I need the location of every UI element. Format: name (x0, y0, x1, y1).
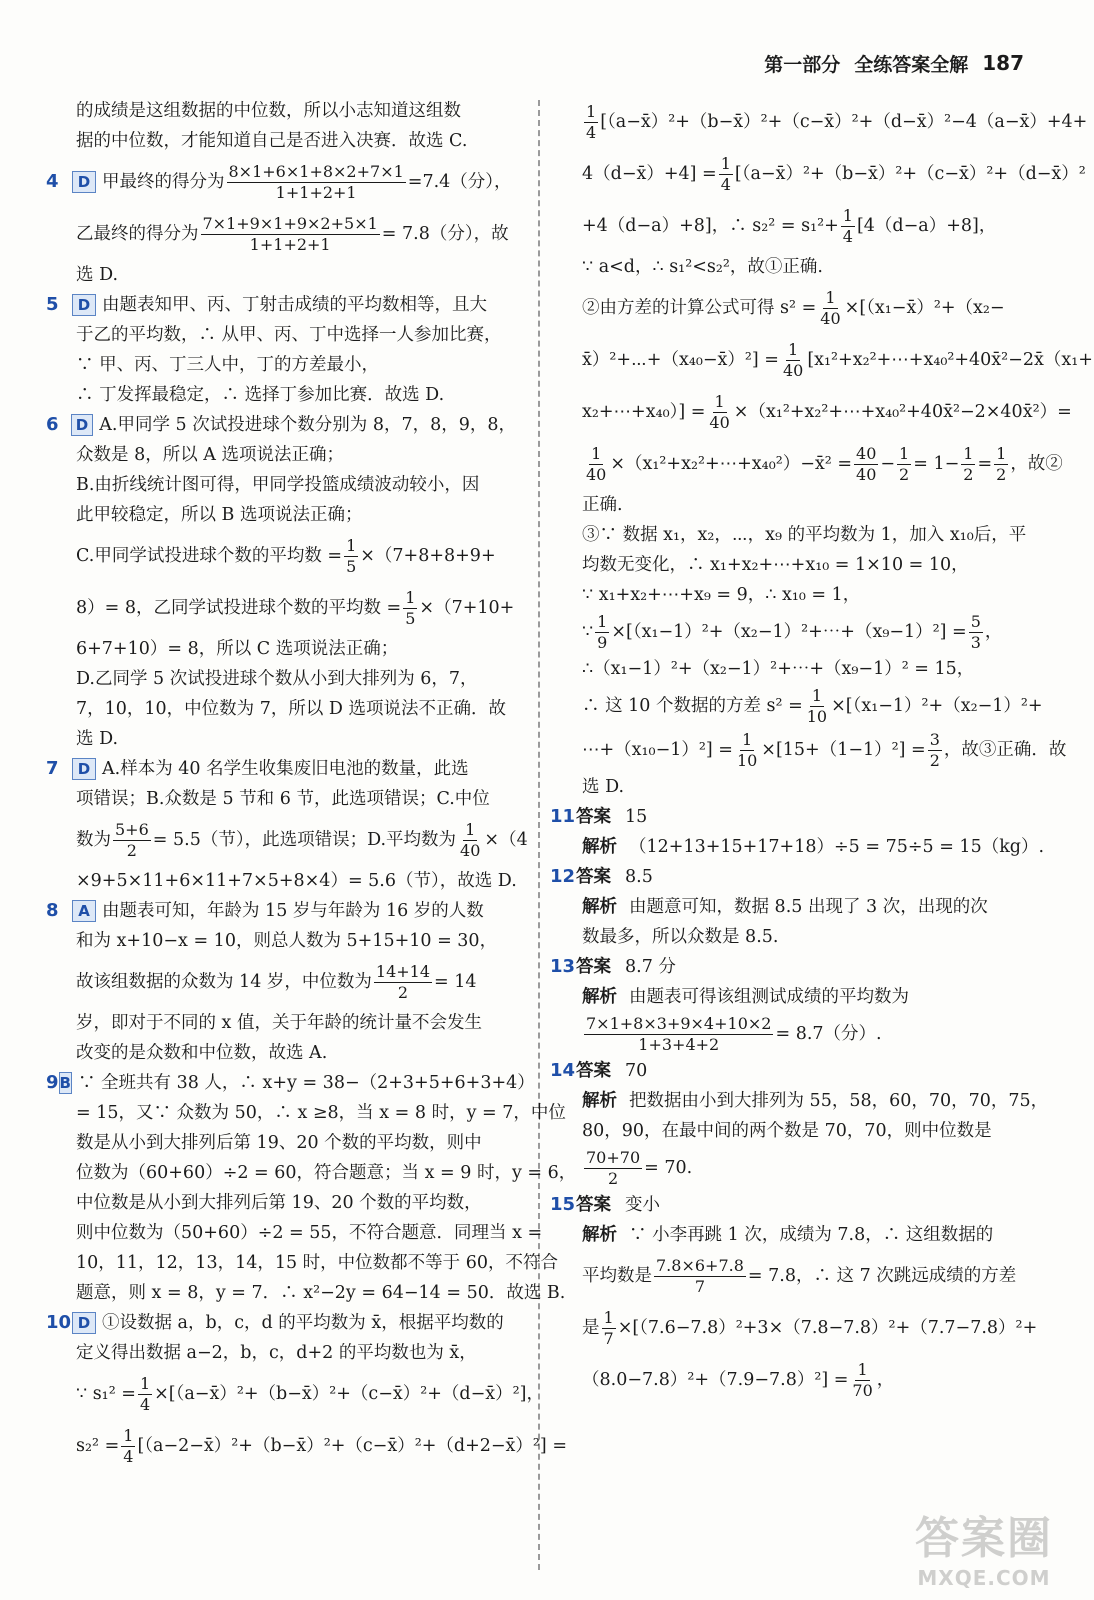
denominator: 2 (929, 750, 940, 770)
numerator: 1 (139, 1373, 151, 1393)
question-9-line (46, 1068, 535, 1098)
text: （12+13+15+17+18）÷5 = 75÷5 = 15（kg）. (629, 837, 1045, 857)
fraction (344, 536, 358, 577)
denominator: 40 (709, 412, 730, 432)
text-line (550, 1250, 1030, 1302)
text: ∵ 全班共有 38 人，∴ x+y = 38−（2+3+5+6+3+4） (77, 1073, 535, 1093)
text: [（a−x̄）²+（b−x̄）²+（c−x̄）²+（d−x̄）² (734, 164, 1086, 184)
question-number: 8 (46, 900, 59, 921)
question-8-line (46, 896, 516, 926)
text: ， (984, 622, 1003, 642)
question-6-line (46, 410, 516, 440)
numerator: 7×1+8×3+9×4+10×2 (586, 1013, 772, 1033)
explanation-label: 解析 (582, 1091, 617, 1111)
question-number: 7 (46, 758, 59, 779)
answer-label: 答案 (576, 867, 611, 887)
text: ， (876, 1370, 895, 1390)
fraction (201, 214, 380, 255)
text-line: 7，10，10，中位数为 7，所以 D 选项说法不正确．故 (76, 699, 507, 719)
denominator: 10 (806, 706, 828, 726)
text-line (46, 1368, 545, 1420)
watermark-text: 答案圈 (915, 1513, 1053, 1564)
fraction (584, 1148, 642, 1189)
answer-badge: D (71, 414, 94, 436)
text-line: 此甲较稳定，所以 B 选项说法正确； (76, 505, 363, 525)
fraction (584, 444, 608, 485)
text-line: 和为 x+10−x = 10，则总人数为 5+15+10 = 30， (76, 931, 498, 951)
fraction (707, 392, 731, 433)
text: − (880, 454, 896, 474)
numerator: 3 (929, 729, 940, 749)
fraction (969, 612, 983, 653)
question-number: 5 (46, 294, 59, 315)
text-line (550, 334, 1093, 386)
answer-label: 答案 (576, 957, 611, 977)
question-4-line (46, 156, 516, 208)
text: 故该组数据的众数为 14 岁，中位数为 (76, 972, 372, 992)
question-11-line (550, 802, 1030, 832)
answer-label: 答案 (576, 1195, 611, 1215)
text: 是 (582, 1318, 600, 1338)
denominator: 40 (460, 840, 481, 860)
text-line (46, 814, 528, 866)
text-line: B.由折线统计图可得，甲同学投篮成绩波动较小，因 (76, 475, 480, 495)
denominator: 2 (899, 464, 910, 484)
denominator: 4 (123, 1446, 134, 1466)
left-column (46, 96, 577, 1472)
text-line: ×9+5×11+6×11+7×5+8×4）= 5.6（节），故选 D. (76, 871, 517, 891)
text-line (46, 1420, 567, 1472)
fraction (805, 686, 829, 727)
fraction (961, 444, 975, 485)
denominator: 2 (397, 982, 409, 1002)
text: A.甲同学 5 次试投进球个数分别为 8，7，8，9，8， (99, 415, 516, 435)
numerator: 1 (597, 611, 608, 631)
text-line: 定义得出数据 a−2，b，c，d+2 的平均数也为 x̄， (76, 1343, 477, 1363)
numerator: 5+6 (115, 819, 149, 839)
answer-label: 答案 (576, 807, 611, 827)
numerator: 1 (591, 443, 602, 463)
text: = 70. (644, 1158, 693, 1178)
question-14-line (550, 1056, 1030, 1086)
numerator: 7.8×6+7.8 (656, 1255, 744, 1275)
text: ∴ 这 10 个数据的方差 s² = (582, 696, 803, 716)
text-line: 数是从小到大排列后第 19、20 个数的平均数，则中 (76, 1133, 482, 1153)
text: [x₁²+x₂²+⋯+x₄₀²+40x̄²−2x̄（x₁+ (807, 350, 1093, 370)
text: 平均数是 (582, 1266, 652, 1286)
numerator: 8×1+6×1+8×2+7×1 (228, 161, 404, 181)
text-line (550, 982, 1030, 1012)
text: x̄）²+⋯+（x₄₀−x̄）²] = (582, 350, 779, 370)
denominator: 7 (694, 1276, 706, 1296)
text: ∵ 小李再跳 1 次，成绩为 7.8，∴ 这组数据的 (629, 1225, 994, 1245)
text-line: ∵ 甲、丙、丁三人中，丁的方差最小， (76, 355, 380, 375)
explanation-label: 解析 (582, 1225, 617, 1245)
question-number: 12 (550, 866, 576, 887)
answer-badge: D (72, 1312, 96, 1334)
text-line (550, 1302, 1038, 1354)
text-line: ∴（x₁−1）²+（x₂−1）²+⋯+（x₉−1）² = 15， (582, 659, 975, 679)
text: [4（d−a）+8]， (856, 216, 997, 236)
text-line: 10，11，12，13，14，15 时，中位数都不等于 60，不符合 (76, 1253, 559, 1273)
answer-badge: B (59, 1074, 71, 1092)
denominator: 3 (970, 632, 981, 652)
numerator: 1 (346, 535, 357, 555)
text: = 1− (913, 454, 960, 474)
question-12-line (550, 862, 1030, 892)
denominator: 40 (586, 464, 607, 484)
numerator: 1 (996, 443, 1007, 463)
text: ×[（x₁−1）²+（x₂−1）²+⋯+（x₉−1）²] = (611, 622, 967, 642)
explanation-label: 解析 (582, 837, 617, 857)
text: ，故③正确．故 (943, 740, 1067, 760)
fraction (854, 444, 878, 485)
numerator: 70+70 (586, 1147, 641, 1167)
question-7-line (46, 754, 516, 784)
text: ，故② (1010, 454, 1063, 474)
numerator: 1 (857, 1359, 868, 1379)
denominator: 4 (586, 122, 597, 142)
fraction (227, 162, 406, 203)
numerator: 1 (465, 819, 476, 839)
numerator: 1 (842, 205, 853, 225)
numerator: 1 (963, 443, 974, 463)
denominator: 70 (852, 1380, 873, 1400)
right-column (550, 96, 1093, 1406)
text-line: 正确. (582, 495, 623, 515)
text: = 14 (434, 972, 477, 992)
text: 由题意可知，数据 8.5 出现了 3 次，出现的次 (629, 897, 988, 917)
numerator: 40 (856, 443, 877, 463)
text-line (550, 684, 1043, 728)
text-line (550, 438, 1063, 490)
fraction (719, 154, 733, 195)
question-number: 11 (550, 806, 576, 827)
text-line: 选 D. (582, 777, 625, 797)
numerator: 1 (405, 587, 416, 607)
numerator: 1 (742, 729, 753, 749)
text-line: ∴ 丁发挥最稳定，∴ 选择丁参加比赛．故选 D. (76, 385, 445, 405)
answer-value: 15 (625, 807, 648, 827)
text-line: 选 D. (76, 729, 119, 749)
denominator: 7 (603, 1328, 614, 1348)
fraction (121, 1426, 135, 1467)
denominator: 5 (405, 608, 416, 628)
text: 由题表可得该组测试成绩的平均数为 (629, 987, 909, 1007)
text: 乙最终的得分为 (76, 224, 199, 244)
fraction (781, 340, 805, 381)
text-line: ∵ x₁+x₂+⋯+x₉ = 9，∴ x₁₀ = 1， (582, 585, 861, 605)
text-line (550, 728, 1067, 772)
fraction (850, 1360, 874, 1401)
fraction (818, 288, 842, 329)
text-line: 改变的是众数和中位数，故选 A. (76, 1043, 328, 1063)
text-line (46, 956, 516, 1008)
text: =7.4（分）， (407, 172, 512, 192)
fraction (654, 1256, 746, 1297)
text-line: 数最多，所以众数是 8.5. (582, 927, 779, 947)
text: ∵ s₁² = (76, 1384, 136, 1404)
denominator: 40 (782, 360, 804, 380)
numerator: 1 (720, 153, 731, 173)
numerator: 1 (123, 1425, 134, 1445)
text-line: 据的中位数，才能知道自己是否进入决赛．故选 C. (76, 131, 468, 151)
answer-value: 70 (625, 1061, 648, 1081)
text: A.样本为 40 名学生收集废旧电池的数量，此选 (102, 759, 469, 779)
answer-value: 8.7 分 (625, 957, 676, 977)
text-line (550, 832, 1045, 862)
text: = 7.8（分），故 (381, 224, 509, 244)
text-line (46, 530, 516, 582)
denominator: 40 (856, 464, 877, 484)
denominator: 2 (607, 1168, 619, 1188)
denominator: 40 (820, 308, 841, 328)
text-line (46, 208, 516, 260)
answer-badge: A (72, 900, 96, 922)
text-line (550, 148, 1086, 200)
fraction (595, 612, 609, 653)
text-line (550, 386, 1072, 438)
numerator: 1 (603, 1307, 614, 1327)
text: = 7.8，∴ 这 7 次跳远成绩的方差 (747, 1266, 1017, 1286)
text-line: = 15，又∵ 众数为 50，∴ x ≥8，当 x = 8 时，y = 7，中位 (76, 1103, 566, 1123)
question-number: 14 (550, 1060, 576, 1081)
question-number: 4 (46, 171, 59, 192)
text: ②由方差的计算公式可得 s² = (582, 298, 817, 318)
text: = 8.7（分）. (775, 1024, 882, 1044)
watermark-logo (894, 1502, 1074, 1592)
text: ×[（x₁−1）²+（x₂−1）²+ (831, 696, 1043, 716)
fraction (374, 962, 432, 1003)
fraction (584, 102, 598, 143)
question-5-line (46, 290, 516, 320)
text: +4（d−a）+8]，∴ s₂² = s₁²+ (582, 216, 839, 236)
fraction (841, 206, 855, 247)
text: ①设数据 a，b，c，d 的平均数为 x̄，根据平均数的 (102, 1313, 504, 1333)
denominator: 1+1+2+1 (275, 182, 357, 202)
denominator: 4 (139, 1394, 151, 1414)
text-line: ∵ a<d，∴ s₁²<s₂²，故①正确. (582, 257, 823, 277)
text-line (550, 200, 1030, 252)
text-line: 选 D. (76, 265, 119, 285)
question-number: 6 (46, 414, 59, 435)
watermark-url: MXQE.COM (917, 1566, 1051, 1590)
text: ×（7+8+8+9+ (360, 546, 496, 566)
question-number: 13 (550, 956, 576, 977)
denominator: 1+1+2+1 (249, 234, 331, 254)
denominator: 4 (720, 174, 731, 194)
question-15-line (550, 1190, 1030, 1220)
denominator: 2 (996, 464, 1007, 484)
text: [（a−2−x̄）²+（b−x̄）²+（c−x̄）²+（d+2−x̄）²] = (137, 1436, 567, 1456)
numerator: 14+14 (375, 961, 431, 981)
answer-label: 答案 (576, 1061, 611, 1081)
text: 把数据由小到大排列为 55，58，60，70，70，75， (629, 1091, 1049, 1111)
fraction (897, 444, 911, 485)
fraction (584, 1014, 773, 1055)
text: ×[（7.6−7.8）²+3×（7.8−7.8）²+（7.7−7.8）²+ (617, 1318, 1038, 1338)
text: 数为 (76, 830, 111, 850)
numerator: 1 (714, 391, 725, 411)
text-line: 6+7+10）= 8，所以 C 选项说法正确； (76, 639, 399, 659)
page-number: 187 (982, 51, 1024, 75)
text-line (550, 610, 1030, 654)
numerator: 1 (586, 101, 597, 121)
text-line (550, 892, 1030, 922)
answer-badge: D (72, 294, 96, 316)
text: = (977, 454, 993, 474)
text-line (550, 1012, 1030, 1056)
explanation-label: 解析 (582, 897, 617, 917)
question-number: 10 (46, 1312, 72, 1333)
question-number: 15 (550, 1194, 576, 1215)
fraction (994, 444, 1008, 485)
text: x₂+⋯+x₄₀）] = (582, 402, 706, 422)
numerator: 7×1+9×1+9×2+5×1 (202, 213, 378, 233)
book-title: 全练答案全解 (854, 53, 969, 76)
text: 8）= 8，乙同学试投进球个数的平均数 = (76, 598, 402, 618)
fraction (928, 730, 942, 771)
fraction (458, 820, 482, 861)
text: s₂² = (76, 1436, 120, 1456)
denominator: 1+3+4+2 (638, 1034, 720, 1054)
answer-badge: D (72, 171, 96, 193)
text-line (46, 582, 516, 634)
text-line (550, 1086, 1049, 1116)
numerator: 1 (788, 339, 799, 359)
fraction (113, 820, 151, 861)
text-line: 位数为（60+60）÷2 = 60，符合题意；当 x = 9 时，y = 6， (76, 1163, 577, 1183)
text: C.甲同学试投进球个数的平均数 = (76, 546, 343, 566)
question-13-line (550, 952, 1030, 982)
denominator: 10 (736, 750, 758, 770)
section-label: 第一部分 (764, 53, 841, 76)
text-line: 项错误；B.众数是 5 节和 6 节，此选项错误；C.中位 (76, 789, 490, 809)
text-line: D.乙同学 5 次试投进球个数从小到大排列为 6，7， (76, 669, 478, 689)
text: 4（d−x̄）+4] = (582, 164, 717, 184)
text-line: 中位数是从小到大排列后第 19、20 个数的平均数， (76, 1193, 482, 1213)
text-line (550, 1220, 1030, 1250)
text-line: 众数是 8，所以 A 选项说法正确； (76, 445, 344, 465)
text: 由题表可知，年龄为 15 岁与年龄为 16 岁的人数 (102, 901, 484, 921)
text: = 5.5（节），此选项错误；D.平均数为 (152, 830, 457, 850)
text-line: 于乙的平均数，∴ 从甲、丙、丁中选择一人参加比赛， (76, 325, 502, 345)
fraction (735, 730, 759, 771)
text: ×（x₁²+x₂²+⋯+x₄₀²+40x̄²−2×40x̄²）= (733, 402, 1072, 422)
text-line: 则中位数为（50+60）÷2 = 55，不符合题意．同理当 x = (76, 1223, 543, 1243)
question-10-line (46, 1308, 516, 1338)
column-divider (538, 100, 540, 1570)
numerator: 1 (899, 443, 910, 463)
numerator: 5 (970, 611, 981, 631)
text: 由题表知甲、丙、丁射击成绩的平均数相等，且大 (102, 295, 487, 315)
text-line (550, 1146, 1030, 1190)
text: （8.0−7.8）²+（7.9−7.8）²] = (582, 1370, 849, 1390)
answer-badge: D (72, 758, 96, 780)
fraction (403, 588, 417, 629)
text-line (550, 282, 1030, 334)
text-line: 题意，则 x = 8，y = 7．∴ x²−2y = 64−14 = 50．故选 B. (76, 1283, 566, 1303)
text-line: 均数无变化，∴ x₁+x₂+⋯+x₁₀ = 1×10 = 10， (582, 555, 969, 575)
text: 甲最终的得分为 (102, 172, 225, 192)
denominator: 4 (842, 226, 853, 246)
text-line: 岁，即对于不同的 x 值，关于年龄的统计量不会发生 (76, 1013, 482, 1033)
explanation-label: 解析 (582, 987, 617, 1007)
text: ×（x₁²+x₂²+⋯+x₄₀²）−x̄² = (610, 454, 853, 474)
text: ×[15+（1−1）²] = (761, 740, 926, 760)
answer-value: 8.5 (625, 867, 653, 887)
text: ×（4 (484, 830, 528, 850)
text-line: ③∵ 数据 x₁，x₂，⋯，x₉ 的平均数为 1，加入 x₁₀后，平 (582, 525, 1027, 545)
numerator: 1 (825, 287, 836, 307)
text: ×[（x₁−x̄）²+（x₂− (844, 298, 1005, 318)
text-line (550, 96, 1088, 148)
text-line (550, 1354, 1030, 1406)
denominator: 5 (346, 556, 357, 576)
text: ×（7+10+ (419, 598, 515, 618)
text-line: 的成绩是这组数据的中位数，所以小志知道这组数 (76, 101, 461, 121)
page-header (764, 48, 1024, 78)
text: ×[（a−x̄）²+（b−x̄）²+（c−x̄）²+（d−x̄）²]， (154, 1384, 545, 1404)
denominator: 2 (126, 840, 137, 860)
denominator: 9 (597, 632, 608, 652)
text: ⋯+（x₁₀−1）²] = (582, 740, 733, 760)
question-number: 9 (46, 1072, 59, 1093)
text: ∵ (582, 622, 594, 642)
text-line: 80，90，在最中间的两个数是 70，70，则中位数是 (582, 1121, 992, 1141)
fraction (138, 1374, 152, 1415)
denominator: 2 (963, 464, 974, 484)
answer-value: 变小 (625, 1195, 660, 1215)
numerator: 1 (811, 685, 823, 705)
fraction (602, 1308, 616, 1349)
text: [（a−x̄）²+（b−x̄）²+（c−x̄）²+（d−x̄）²−4（a−x̄）+4+ (600, 112, 1088, 132)
